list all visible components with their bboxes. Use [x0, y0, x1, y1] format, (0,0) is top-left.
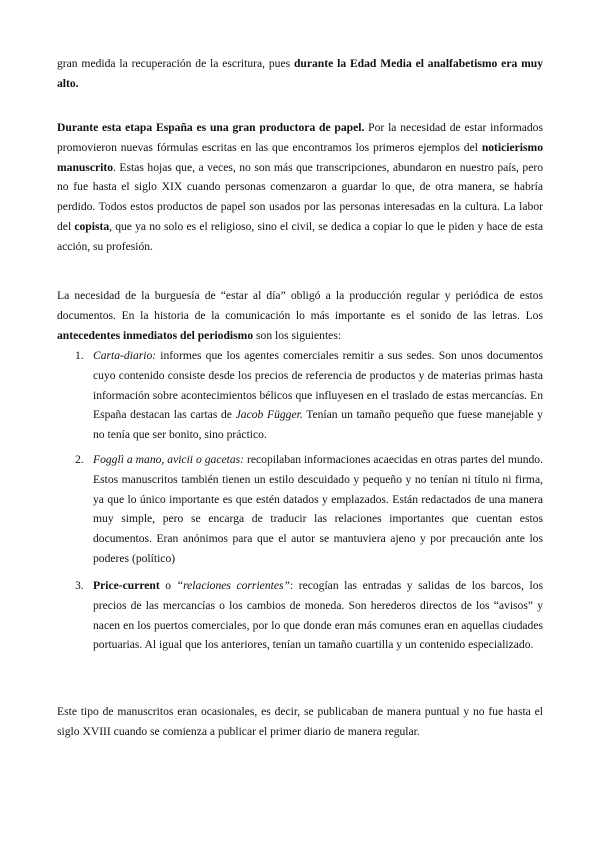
- text-run: . Estas hojas que, a veces, no son más que transcripciones, abundaron en nuestro país, pero no fue hasta el siglo XIX cuando personas comenzaron a guardar lo que, de otra manera, se habría perdido. Todos estos productos de papel son usados por las personas interesadas en la cultura. La labor del: [57, 160, 543, 233]
- text-run: informes que los agentes comerciales remitir a sus sedes. Son unos documentos cuyo contenido consiste desde los precios de referencia de productos y de materias primas hasta información sobre acontecimientos bélicos que influyesen en el traslado de estas mercancías. En España destacan las cartas de: [93, 349, 543, 422]
- text-run: , que ya no solo es el religioso, sino el civil, se dedica a copiar lo que le piden y hace de esta acción, su profesión.: [57, 219, 543, 253]
- italic-run: Carta-diario:: [93, 349, 157, 362]
- text-run: recopilaban informaciones acaecidas en otras partes del mundo. Estos manuscritos también tienen un estilo descuidado y pequeño y no tenían ni título ni firma, ya que lo único importante es que estén datados y emplazados. Están redactados de una manera muy simple, pero se encarga de traducir las relaciones importantes que cuentan estos documentos. Eran anónimos para que el autor se mantuviera ajeno y por precaución ante los poderes (político): [93, 453, 543, 565]
- list-item-foggli: [93, 450, 543, 569]
- text-run: Este tipo de manuscritos eran ocasionales, es decir, se publicaban de manera puntual y no fue hasta el siglo XVIII cuando se comienza a publicar el primer diario de manera regular.: [57, 705, 543, 738]
- list-number: 1.: [75, 349, 84, 362]
- text-run: : recogían las entradas y salidas de los barcos, los precios de las mercancías o los cambios de moneda. Son herederos directos de los “avisos” y nacen en los puertos comerciales, por lo que donde eran más comunes eran en aquellas ciudades portuarias. Al igual que los anteriores, tenían un tamaño cuartilla y un contenido especializado.: [93, 579, 544, 652]
- paragraph-conclusion: [57, 702, 543, 742]
- paragraph-papel: [57, 118, 543, 257]
- bold-run: Durante esta etapa España es una gran productora de papel.: [57, 121, 365, 134]
- bold-run: antecedentes inmediatos del periodismo: [57, 328, 254, 342]
- italic-run: “relaciones corrientes”: [176, 579, 290, 592]
- text-run: Tenían un tamaño pequeño que fuese manejable y no tenía que ser bonito, sino práctico.: [93, 408, 543, 442]
- list-number: 3.: [75, 579, 84, 592]
- bold-run: durante la Edad Media el analfabetismo era muy alto.: [57, 57, 543, 90]
- bold-run: Price-current: [93, 579, 160, 592]
- text-run: o: [159, 579, 177, 592]
- italic-run: Fogglì a mano, avicii o gacetas:: [93, 453, 245, 466]
- bold-run: copista: [74, 219, 110, 233]
- list-item-price-current: [93, 576, 543, 655]
- text-run: Por la necesidad de estar informados promovieron nuevas fórmulas escritas en las que encontramos los primeros ejemplos del: [57, 121, 543, 154]
- italic-run: Jacob Függer.: [235, 408, 303, 422]
- text-run: son los siguientes:: [253, 328, 342, 342]
- paragraph-intro: [57, 54, 543, 94]
- bold-run: noticierismo manuscrito: [57, 140, 543, 174]
- text-run: La necesidad de la burguesía de “estar al día” obligó a la producción regular y periódica de estos documentos. En la historia de la comunicación lo más importante es el sonido de las letras. Los: [57, 289, 543, 322]
- list-number: 2.: [75, 453, 84, 466]
- text-run: gran medida la recuperación de la escritura, pues: [57, 57, 294, 70]
- paragraph-burguesia: [57, 286, 543, 345]
- list-item-carta-diario: [93, 346, 543, 445]
